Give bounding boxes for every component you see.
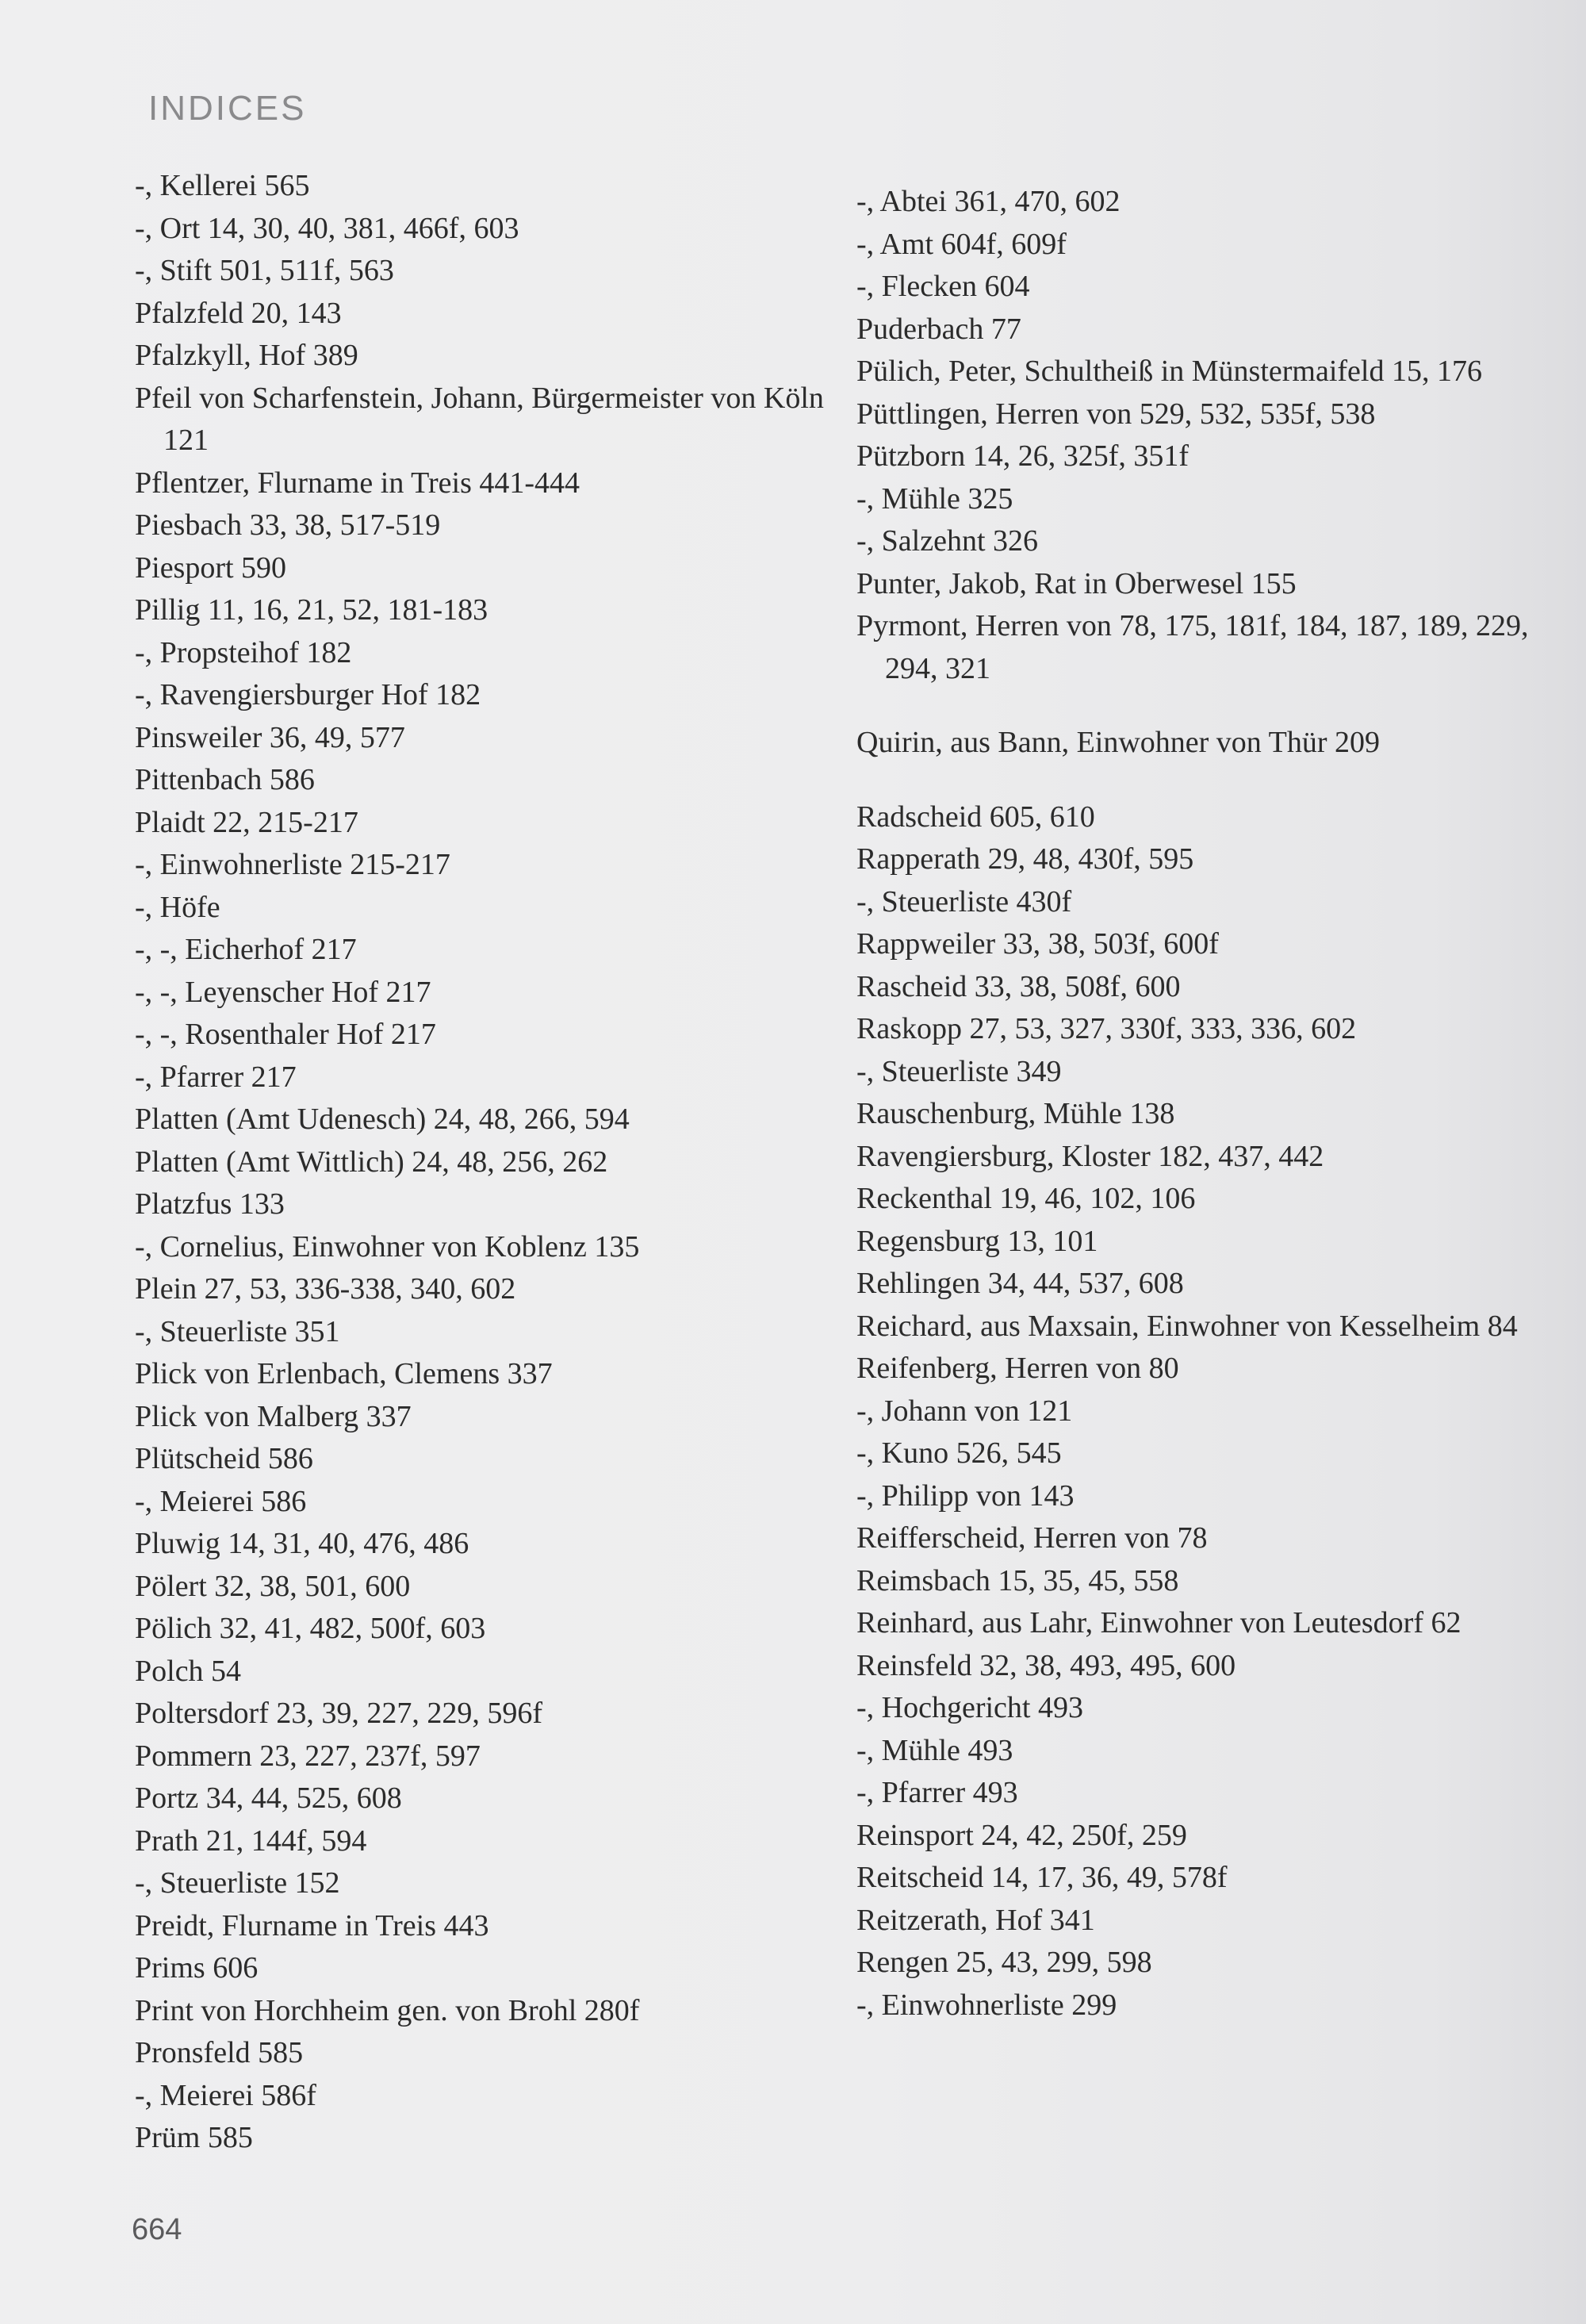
- index-entry: Reitzerath, Hof 341: [856, 1903, 1095, 1937]
- index-entry: Preidt, Flurname in Treis 443: [135, 1908, 489, 1942]
- index-entry: Pölich 32, 41, 482, 500f, 603: [135, 1612, 486, 1645]
- index-entry: Platzfus 133: [135, 1187, 285, 1221]
- index-entry: Reimsbach 15, 35, 45, 558: [856, 1563, 1179, 1597]
- index-entry: -, -, Rosenthaler Hof 217: [135, 1018, 436, 1051]
- index-entry: Print von Horchheim gen. von Brohl 280f: [135, 1993, 640, 2027]
- index-entry: Pützborn 14, 26, 325f, 351f: [856, 439, 1190, 473]
- index-entry: -, Steuerliste 430f: [856, 884, 1072, 918]
- index-entry: Pfeil von Scharfenstein, Johann, Bürgermeister von Köln 121: [135, 381, 824, 457]
- index-entry: Platten (Amt Udenesch) 24, 48, 266, 594: [135, 1103, 630, 1136]
- index-entry: Reifenberg, Herren von 80: [856, 1352, 1179, 1385]
- index-entry: -, Mühle 493: [856, 1733, 1013, 1767]
- index-entry: -, Mühle 325: [856, 481, 1013, 516]
- index-entry: Plick von Malberg 337: [135, 1399, 412, 1433]
- index-entry: -, Ort 14, 30, 40, 381, 466f, 603: [135, 211, 519, 245]
- index-entry: Reichard, aus Maxsain, Einwohner von Kesselheim 84: [856, 1309, 1518, 1343]
- index-entry: Pluwig 14, 31, 40, 476, 486: [135, 1527, 469, 1560]
- index-entry: Pülich, Peter, Schultheiß in Münstermaifeld 15, 176: [856, 355, 1482, 388]
- index-entry: Plick von Erlenbach, Clemens 337: [135, 1357, 553, 1390]
- index-entry: Pölert 32, 38, 501, 600: [135, 1569, 411, 1603]
- index-entry: -, Steuerliste 152: [135, 1866, 340, 1900]
- index-entry: Rengen 25, 43, 299, 598: [856, 1946, 1152, 1979]
- index-entry: Regensburg 13, 101: [856, 1224, 1098, 1258]
- index-entry: -, Einwohnerliste 215-217: [135, 848, 450, 881]
- index-entry: Raskopp 27, 53, 327, 330f, 333, 336, 602: [856, 1012, 1357, 1045]
- index-entry: Reinsport 24, 42, 250f, 259: [856, 1818, 1187, 1852]
- index-entry: -, Meierei 586: [135, 1484, 307, 1518]
- index-entry: Piesbach 33, 38, 517-519: [135, 508, 441, 542]
- index-entry: -, Propsteihof 182: [135, 635, 352, 669]
- index-entry: Pyrmont, Herren von 78, 175, 181f, 184, 187, 189, 229, 294, 321: [856, 609, 1529, 685]
- index-entry: Plütscheid 586: [135, 1442, 313, 1475]
- index-entry: -, Stift 501, 511f, 563: [135, 254, 394, 287]
- index-entry: Prath 21, 144f, 594: [135, 1824, 367, 1858]
- index-entry: Radscheid 605, 610: [856, 800, 1095, 834]
- running-header: INDICES: [148, 89, 307, 128]
- section-gap: [856, 690, 1570, 722]
- index-entry: -, Salzehnt 326: [856, 524, 1039, 558]
- index-entry: Pillig 11, 16, 21, 52, 181-183: [135, 593, 488, 627]
- index-entry: Rauschenburg, Mühle 138: [856, 1097, 1175, 1130]
- index-entry: Pronsfeld 585: [135, 2036, 304, 2069]
- index-entry: Reifferscheid, Herren von 78: [856, 1521, 1208, 1555]
- index-entry: -, Flecken 604: [856, 270, 1030, 303]
- index-entry: Pfalzfeld 20, 143: [135, 296, 342, 330]
- index-entry: -, Steuerliste 349: [856, 1054, 1062, 1088]
- index-entry: -, Johann von 121: [856, 1394, 1073, 1428]
- index-entry: Pittenbach 586: [135, 763, 315, 796]
- index-entry: -, Abtei 361, 470, 602: [856, 185, 1121, 218]
- index-entry: Prüm 585: [135, 2121, 253, 2154]
- index-entry: Rehlingen 34, 44, 537, 608: [856, 1267, 1184, 1300]
- index-entry: Punter, Jakob, Rat in Oberwesel 155: [856, 566, 1297, 600]
- index-entry: -, Einwohnerliste 299: [856, 1988, 1117, 2022]
- index-entry: Reitscheid 14, 17, 36, 49, 578f: [856, 1861, 1228, 1894]
- index-entry: Polch 54: [135, 1654, 242, 1688]
- page-number: 664: [132, 2213, 182, 2246]
- index-entry: -, Kellerei 565: [135, 169, 310, 202]
- index-entry: -, Pfarrer 217: [135, 1060, 297, 1094]
- index-entry: Poltersdorf 23, 39, 227, 229, 596f: [135, 1697, 543, 1730]
- index-entry: Pfalzkyll, Hof 389: [135, 339, 358, 372]
- index-entry: Rapperath 29, 48, 430f, 595: [856, 842, 1194, 876]
- index-entry: -, Hochgericht 493: [856, 1691, 1083, 1724]
- index-column-left: [135, 165, 849, 2160]
- index-entry: -, Ravengiersburger Hof 182: [135, 678, 481, 711]
- index-entry: Reinhard, aus Lahr, Einwohner von Leutesdorf 62: [856, 1606, 1461, 1639]
- index-entry: Rascheid 33, 38, 508f, 600: [856, 969, 1181, 1003]
- index-entry: Reckenthal 19, 46, 102, 106: [856, 1182, 1196, 1215]
- index-entry: Ravengiersburg, Kloster 182, 437, 442: [856, 1139, 1324, 1173]
- index-entry: Püttlingen, Herren von 529, 532, 535f, 538: [856, 397, 1376, 431]
- section-gap: [856, 765, 1570, 796]
- index-entry: Piesport 590: [135, 550, 287, 585]
- index-entry: Quirin, aus Bann, Einwohner von Thür 209: [856, 726, 1380, 759]
- index-entry: -, Pfarrer 493: [856, 1776, 1018, 1809]
- index-column-right: [856, 181, 1570, 2027]
- index-entry: Prims 606: [135, 1951, 259, 1985]
- index-entry: Pinsweiler 36, 49, 577: [135, 720, 405, 754]
- index-entry: -, Cornelius, Einwohner von Koblenz 135: [135, 1229, 640, 1264]
- index-entry: Platten (Amt Wittlich) 24, 48, 256, 262: [135, 1145, 608, 1179]
- index-entry: -, Höfe: [135, 890, 220, 924]
- index-entry: Pflentzer, Flurname in Treis 441-444: [135, 466, 580, 500]
- index-entry: Portz 34, 44, 525, 608: [135, 1781, 402, 1815]
- index-entry: -, -, Eicherhof 217: [135, 933, 357, 966]
- index-entry: Reinsfeld 32, 38, 493, 495, 600: [856, 1648, 1236, 1682]
- index-entry: -, Meierei 586f: [135, 2078, 316, 2112]
- index-entry: Plein 27, 53, 336-338, 340, 602: [135, 1272, 516, 1306]
- index-entry: Plaidt 22, 215-217: [135, 805, 358, 839]
- index-entry: -, -, Leyenscher Hof 217: [135, 975, 431, 1009]
- index-entry: -, Steuerliste 351: [135, 1314, 340, 1348]
- index-entry: -, Philipp von 143: [856, 1478, 1075, 1513]
- index-entry: -, Amt 604f, 609f: [856, 227, 1067, 261]
- index-entry: Puderbach 77: [856, 312, 1021, 346]
- index-entry: -, Kuno 526, 545: [856, 1436, 1062, 1470]
- index-entry: Rappweiler 33, 38, 503f, 600f: [856, 927, 1219, 961]
- index-entry: Pommern 23, 227, 237f, 597: [135, 1739, 481, 1773]
